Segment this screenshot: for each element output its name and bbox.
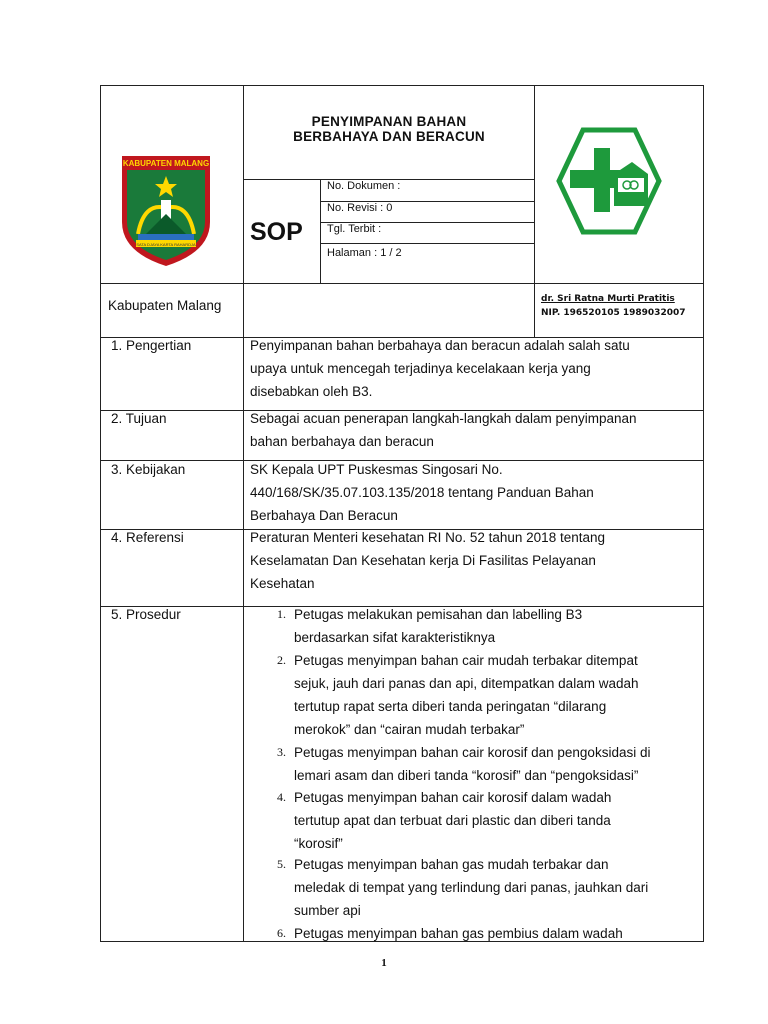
section-label-referensi: 4. Referensi <box>111 530 184 545</box>
list-number: 1. <box>277 607 286 621</box>
text-line: “korosif” <box>294 836 343 851</box>
list-number: 5. <box>277 857 286 871</box>
text-line: Peraturan Menteri kesehatan RI No. 52 tahun 2018 tentang <box>250 530 605 545</box>
section-label-pengertian: 1. Pengertian <box>111 338 192 353</box>
list-number: 3. <box>277 745 286 759</box>
document-title <box>244 114 534 144</box>
text-line: tertutup rapat serta diberi tanda peringatan “dilarang <box>294 699 607 714</box>
list-number: 2. <box>277 653 286 667</box>
text-line: sumber api <box>294 903 361 918</box>
text-line: Berbahaya Dan Beracun <box>250 508 398 523</box>
section-label-prosedur: 5. Prosedur <box>111 607 181 622</box>
text-line: berdasarkan sifat karakteristiknya <box>294 630 496 645</box>
text-line: meledak di tempat yang terlindung dari panas, jauhkan dari <box>294 880 649 895</box>
list-number: 4. <box>277 790 286 804</box>
list-item <box>294 853 648 922</box>
list-item <box>294 786 611 855</box>
text-line: disebabkan oleh B3. <box>250 384 373 399</box>
text-line: Petugas menyimpan bahan cair korosif dalam wadah <box>294 790 612 805</box>
text-line: Sebagai acuan penerapan langkah-langkah dalam penyimpanan <box>250 411 637 426</box>
text-line: 440/168/SK/35.07.103.135/2018 tentang Panduan Bahan <box>250 485 594 500</box>
text-line: Keselamatan Dan Kesehatan kerja Di Fasilitas Pelayanan <box>250 553 596 568</box>
referensi-text <box>250 526 605 595</box>
list-number: 6. <box>277 926 286 940</box>
section-label-kebijakan: 3. Kebijakan <box>111 462 186 477</box>
text-line: lemari asam dan diberi tanda “korosif” dan “pengoksidasi” <box>294 768 639 783</box>
puskesmas-logo <box>556 126 662 236</box>
sop-label: SOP <box>250 218 303 246</box>
tujuan-text <box>250 407 637 453</box>
list-item <box>294 922 623 945</box>
no-revisi: No. Revisi : 0 <box>327 202 393 214</box>
title-line-1: PENYIMPANAN BAHAN <box>311 114 467 129</box>
pengertian-text <box>250 334 630 403</box>
kabupaten-malang-logo <box>116 152 216 270</box>
kabupaten-label: Kabupaten Malang <box>108 298 222 313</box>
signer-nip: NIP. 196520105 1989032007 <box>541 308 686 318</box>
title-line-2: BERBAHAYA DAN BERACUN <box>293 129 485 144</box>
signer-name: dr. Sri Ratna Murti Pratitis <box>541 294 675 304</box>
text-line: Petugas menyimpan bahan cair mudah terbakar ditempat <box>294 653 638 668</box>
list-item <box>294 741 650 787</box>
text-line: Petugas menyimpan bahan cair korosif dan pengoksidasi di <box>294 745 651 760</box>
text-line: Petugas melakukan pemisahan dan labelling B3 <box>294 607 583 622</box>
text-line: upaya untuk mencegah terjadinya kecelakaan kerja yang <box>250 361 591 376</box>
section-label-tujuan: 2. Tujuan <box>111 411 167 426</box>
text-line: Penyimpanan bahan berbahaya dan beracun adalah salah satu <box>250 338 630 353</box>
text-line: Kesehatan <box>250 576 315 591</box>
list-item <box>294 603 582 649</box>
text-line: tertutup apat dan terbuat dari plastic dan diberi tanda <box>294 813 611 828</box>
text-line: SK Kepala UPT Puskesmas Singosari No. <box>250 462 503 477</box>
text-line: Petugas menyimpan bahan gas pembius dalam wadah <box>294 926 623 941</box>
page-number: 1 <box>381 957 387 969</box>
list-item <box>294 649 638 741</box>
logo-text: KABUPATEN MALANG <box>122 159 210 168</box>
text-line: Petugas menyimpan bahan gas mudah terbakar dan <box>294 857 609 872</box>
tgl-terbit: Tgl. Terbit : <box>327 223 382 235</box>
text-line: bahan berbahaya dan beracun <box>250 434 434 449</box>
text-line: sejuk, jauh dari panas dan api, ditempatkan dalam wadah <box>294 676 639 691</box>
logo-motto: SATA DJAYA KARTA RAHARDJA <box>136 242 196 247</box>
halaman: Halaman : 1 / 2 <box>327 247 402 259</box>
text-line: merokok” dan “cairan mudah terbakar” <box>294 722 525 737</box>
kebijakan-text <box>250 458 594 527</box>
no-dokumen: No. Dokumen : <box>327 180 401 192</box>
